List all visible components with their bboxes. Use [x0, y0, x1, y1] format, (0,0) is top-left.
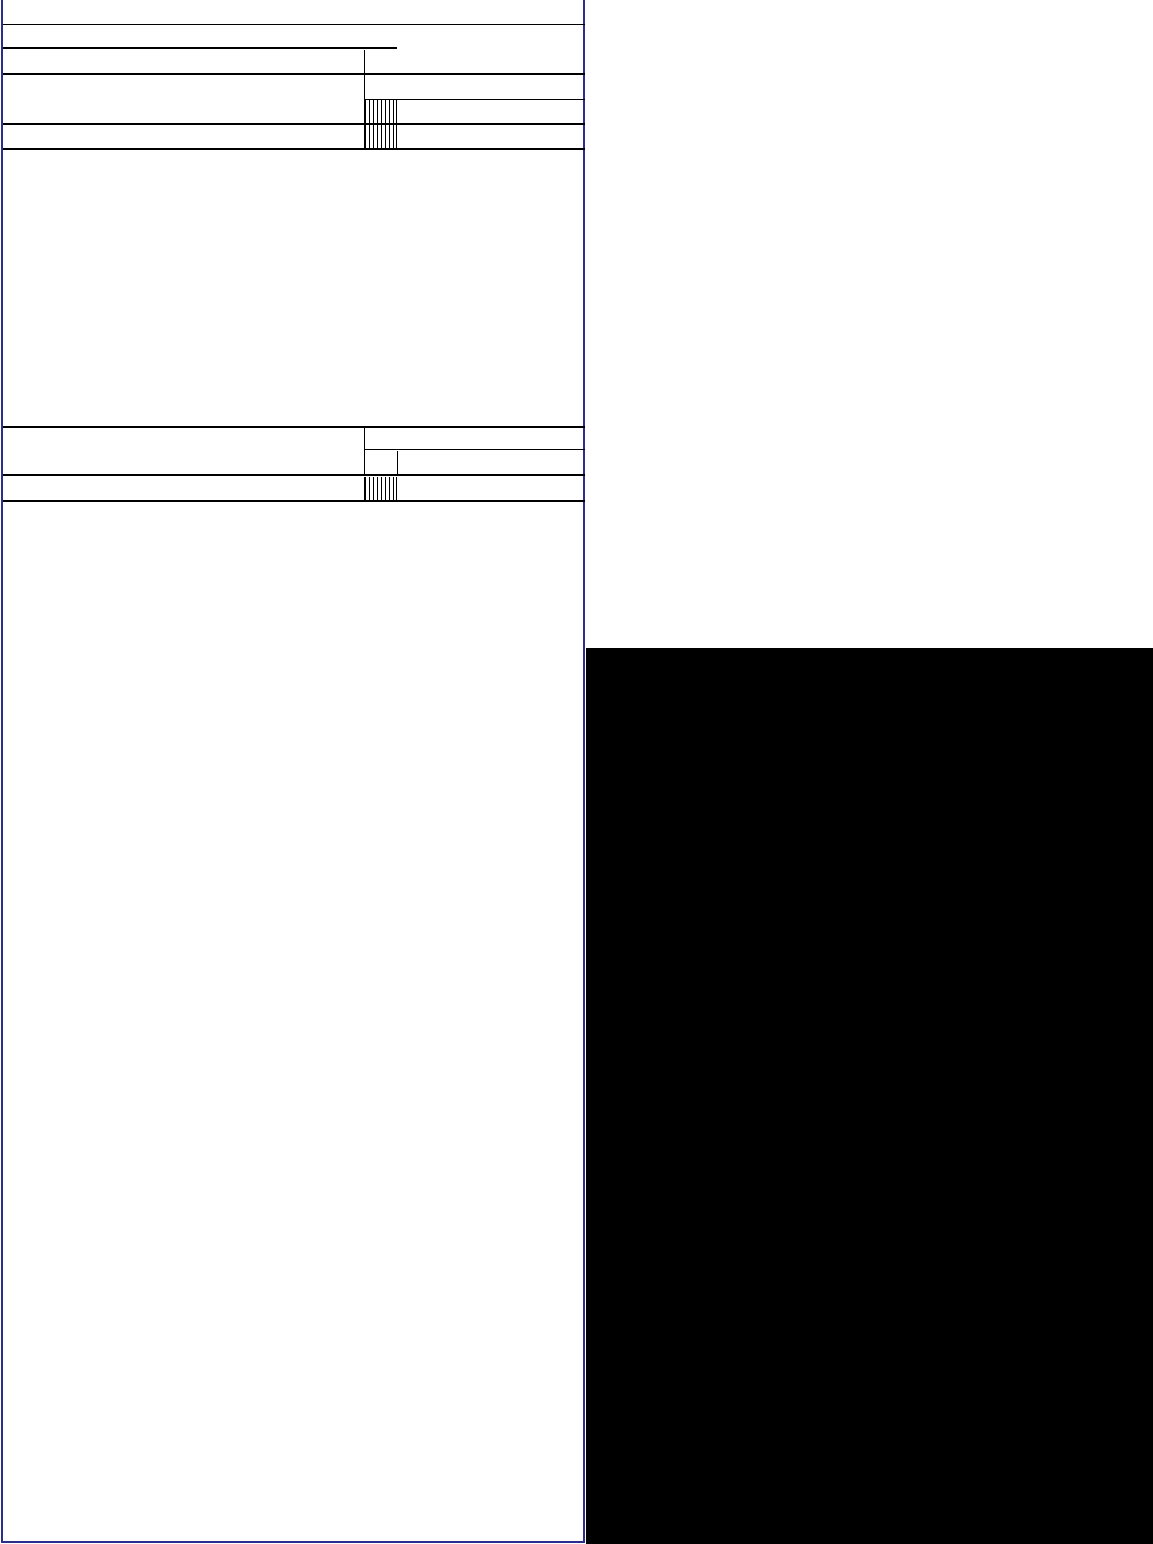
title-row [3, 0, 585, 25]
spacer-row [3, 25, 397, 49]
receitas-contas-row [3, 125, 585, 150]
hatch-column [364, 100, 397, 124]
saldo-anterior-row [3, 50, 585, 75]
despesas-header [3, 426, 585, 476]
black-background-area [586, 648, 1153, 1544]
receitas-header [3, 75, 585, 125]
despesas-contas-row [3, 477, 585, 502]
balance-sheet [1, 0, 585, 1543]
